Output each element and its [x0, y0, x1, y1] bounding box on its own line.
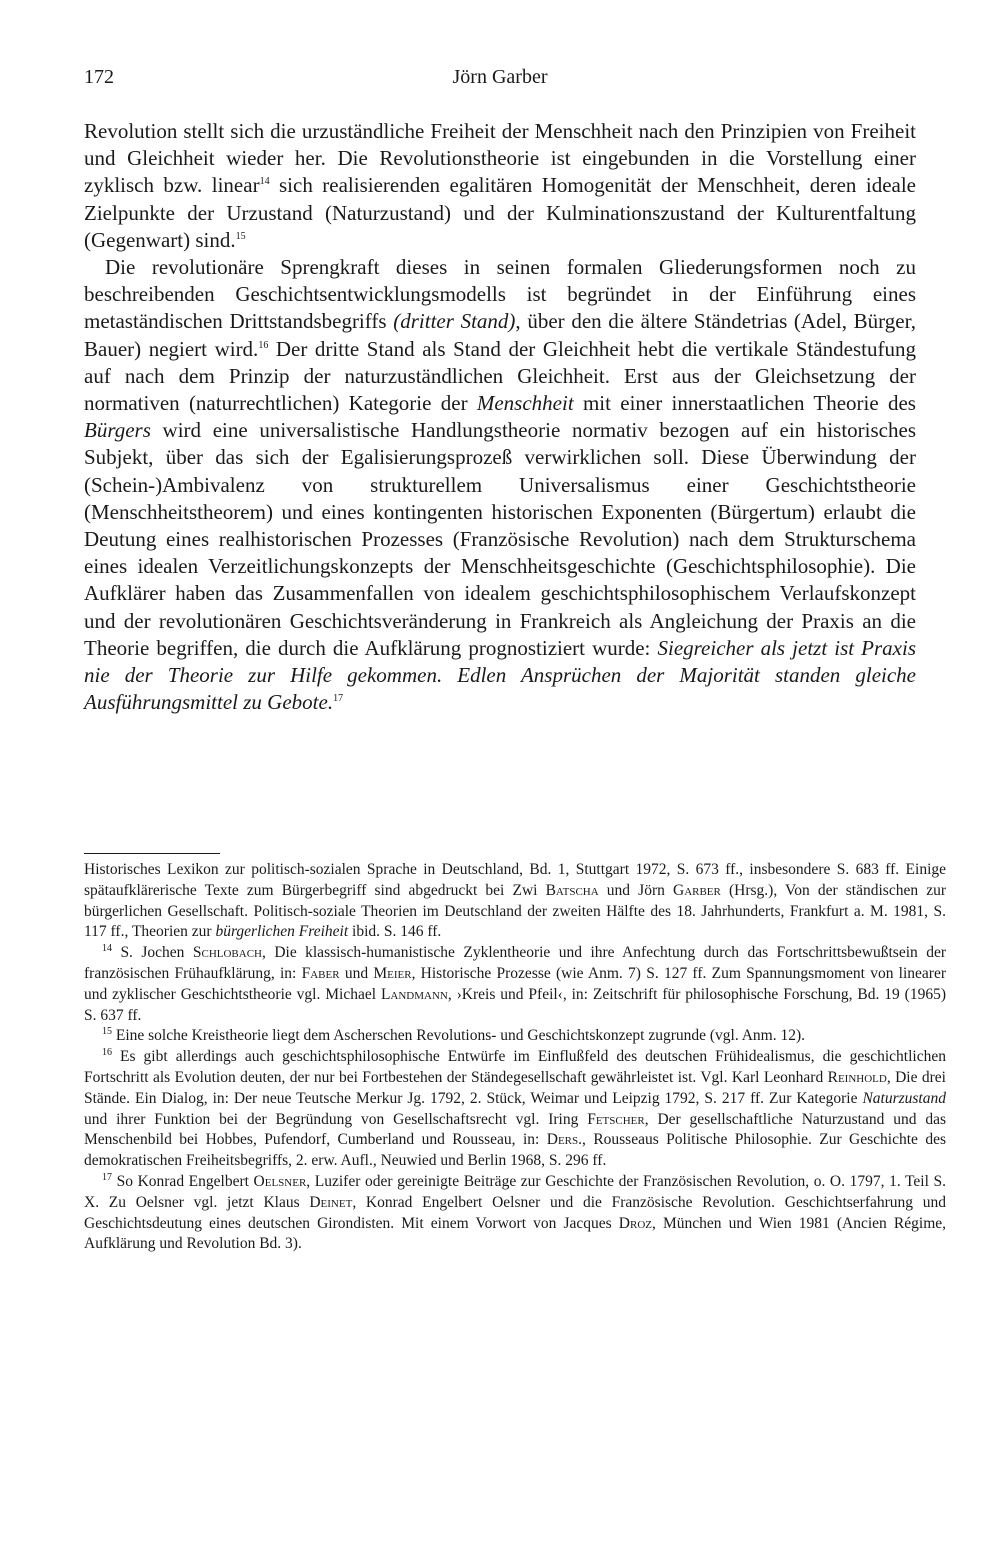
footnote-16: [84, 1047, 946, 1172]
text-run: , Rousseaus Politische Philosophie. Zur Geschichte des demokratischen Freiheitsbegriffs, 2. erw. Aufl., Neuwied und Berlin 1968, S. 296 ff.: [84, 1131, 946, 1170]
text-run: , ›Kreis und Pfeil‹, in: Zeitschrift für philosophische Forschung, Bd. 19 (1965) S. 637 ff.: [84, 985, 946, 1024]
page-number: 172: [84, 66, 114, 88]
text-run: mit einer innerstaatlichen Theorie des: [573, 391, 916, 416]
footnote-ref-16: 16: [258, 339, 269, 351]
text-run: , Der gesellschaftliche Naturzustand und das Menschenbild bei Hobbes, Pufendorf, Cumberland und Rousseau, in:: [84, 1110, 946, 1149]
italic-term: Naturzustand: [862, 1089, 946, 1107]
author-name: Ders.: [546, 1131, 583, 1149]
italic-term: (dritter Stand): [393, 309, 516, 334]
text-run: Der dritte Stand als Stand der Gleichheit hebt die vertikale Ständestufung auf nach dem Prinzip der naturzuständlichen Gleichheit. Erst aus der Gleichsetzung der normativen (naturrechtlichen) Kategorie der: [84, 336, 916, 416]
text-run: , München und Wien 1981 (Ancien Régime, Aufklärung und Revolution Bd. 3).: [84, 1214, 947, 1253]
text-run: Es gibt allerdings auch geschichtsphilosophische Entwürfe im Einflußfeld des deutschen Frühidealismus, die geschichtlichen Fortschritt als Evolution deuten, der nur bei Fortbestehen der Ständegesellschaft gewährleistet ist. Vgl. Karl Leonhard: [84, 1048, 946, 1086]
footnote-ref-14: 14: [259, 176, 270, 188]
text-run: , Die drei Stände. Ein Dialog, in: Der neue Teutsche Merkur Jg. 1792, 2. Stück, Weimar und Leipzig 1792, S. 217 ff. Zur Kategorie: [84, 1068, 946, 1107]
text-run: Eine solche Kreistheorie liegt dem Ascherschen Revolutions- und Geschichtskonzept zugrunde (vgl. Anm. 12).: [112, 1027, 806, 1045]
italic-quote: Siegreicher als jetzt ist Praxis nie der Theorie zur Hilfe gekommen. Edlen Ansprüchen der Majorität standen gleiche Ausführungsmittel zu Gebote.: [84, 635, 916, 715]
footnote-number: 14: [102, 943, 112, 955]
page-header: [84, 66, 916, 96]
body-text: [84, 118, 916, 716]
footnote-13-continued: [84, 860, 946, 943]
text-run: Revolution stellt sich die urzuständliche Freiheit der Menschheit nach den Prinzipien von Freiheit und Gleichheit wieder her. Die Revolutionstheorie ist eingebunden in die Vorstellung einer zyklisch bzw. linear: [84, 119, 916, 198]
paragraph-1: [84, 118, 916, 254]
text-run: ibid. S. 146 ff.: [348, 923, 442, 941]
author-name: Meier: [373, 964, 412, 982]
text-run: Historisches Lexikon zur politisch-sozialen Sprache in Deutschland, Bd. 1, Stuttgart 1972, S. 673 ff., insbesondere S. 683 ff. Einige spätaufklärerische Texte zum Bürgerbegriff sind abgedruckt bei Zwi: [84, 861, 946, 899]
footnote-ref-17: 17: [333, 693, 344, 705]
footnote-17: [84, 1172, 946, 1255]
text-run: und: [339, 964, 374, 982]
author-name: Schlobach: [192, 944, 262, 962]
author-name: Deinet: [309, 1193, 353, 1211]
text-run: wird eine universalistische Handlungstheorie normativ bezogen auf ein historisches Subjekt, über das sich der Egalisierungsprozeß verwirklichen soll. Diese Überwindung der (Schein-)Ambivalenz von strukturellem Universalismus einer Geschichtstheorie (Menschheitstheorem) und eines kontingenten historischen Exponenten (Bürgertum) erlaubt die Deutung eines realhistorischen Prozesses (Französische Revolution) nach dem Strukturschema eines idealen Verzeitlichungskonzepts der Menschheitsgeschichte (Geschichtsphilosophie). Die Aufklärer haben das Zusammenfallen von idealem geschichtsphilosophischem Verlaufskonzept und der revolutionären Geschichtsveränderung in Frankreich als Angleichung der Praxis an die Theorie begriffen, die durch die Aufklärung prognostiziert wurde:: [84, 418, 916, 660]
author-name: Landmann: [380, 985, 448, 1003]
running-head: Jörn Garber: [452, 66, 548, 88]
text-run: , Die klassisch-humanistische Zyklentheorie und ihre Anfechtung durch das Fortschrittsbewußtsein der französischen Frühaufklärung, in:: [84, 944, 946, 982]
paragraph-2: [84, 254, 916, 716]
italic-term: Menschheit: [476, 391, 574, 416]
text-run: , Konrad Engelbert Oelsner und die Französische Revolution. Geschichtserfahrung und Geschichtsdeutung eines deutschen Girondisten. Mit einem Vorwort von Jacques: [84, 1193, 946, 1232]
text-run: und Jörn: [598, 881, 673, 899]
author-name: Droz: [618, 1214, 652, 1232]
text-run: , über den die ältere Ständetrias (Adel, Bürger, Bauer) negiert wird.: [84, 309, 916, 361]
author-name: Garber: [673, 881, 721, 899]
text-run: , Historische Prozesse (wie Anm. 7) S. 127 ff. Zum Spannungsmoment von linearer und zyklischer Geschichtstheorie vgl. Michael: [84, 964, 947, 1003]
footnotes: [84, 860, 946, 1255]
text-run: S. Jochen: [112, 944, 193, 962]
text-run: (Hrsg.), Von der ständischen zur bürgerlichen Gesellschaft. Politisch-soziale Theorien im Deutschland der zweiten Hälfte des 18. Jahrhunderts, Frankfurt a. M. 1981, S. 117 ff., Theorien zur: [84, 881, 946, 941]
author-name: Faber: [301, 964, 340, 982]
footnote-number: 16: [102, 1047, 112, 1059]
text-run: sich realisierenden egalitären Homogenität der Menschheit, deren ideale Zielpunkte der Urzustand (Naturzustand) und der Kulminationszustand der Kulturentfaltung (Gegenwart) sind.: [84, 173, 916, 252]
author-name: Batscha: [545, 881, 599, 899]
footnote-number: 17: [102, 1171, 112, 1183]
text-run: und ihrer Funktion bei der Begründung von Gesellschaftsrecht vgl. Iring: [84, 1110, 588, 1128]
text-run: , Luzifer oder gereinigte Beiträge zur Geschichte der Französischen Revolution, o. O. 1797, 1. Teil S. X. Zu Oelsner vgl. jetzt Klaus: [84, 1172, 947, 1211]
text-run: So Konrad Engelbert: [112, 1172, 254, 1190]
footnote-15: [84, 1026, 946, 1047]
footnote-number: 15: [102, 1026, 112, 1038]
italic-term: bürgerlichen Freiheit: [215, 923, 349, 941]
footnote-rule: [84, 853, 220, 854]
footnote-ref-15: 15: [235, 230, 246, 242]
footnote-14: [84, 943, 946, 1026]
author-name: Fetscher: [587, 1110, 645, 1128]
author-name: Oelsner: [253, 1172, 307, 1190]
italic-term: Bürgers: [84, 418, 151, 443]
author-name: Reinhold: [827, 1068, 887, 1086]
text-run: Die revolutionäre Sprengkraft dieses in seinen formalen Gliederungsformen noch zu beschreibenden Geschichtsentwicklungsmodells ist begründet in der Einführung eines metaständischen Drittstandsbegriffs: [84, 255, 916, 334]
